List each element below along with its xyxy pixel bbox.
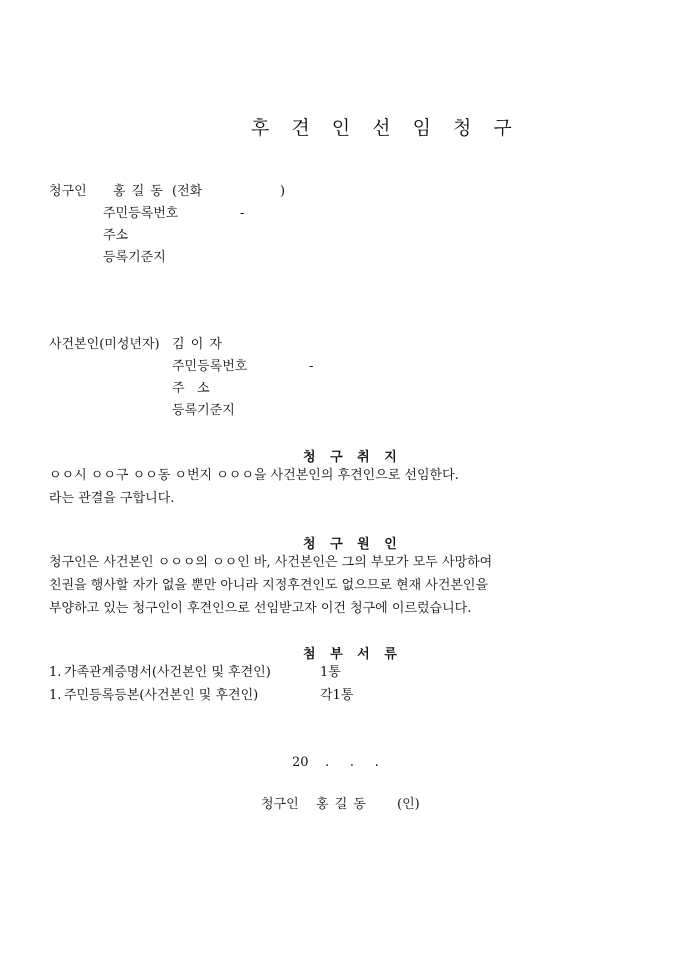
page-title: 후 견 인 선 임 청 구 bbox=[251, 117, 520, 139]
petitioner-reg-no-dash: - bbox=[240, 206, 245, 221]
date: 20 . . . bbox=[292, 755, 379, 770]
principal-reg-no-dash: - bbox=[309, 359, 314, 374]
petitioner-phone-close: ) bbox=[280, 184, 286, 199]
cause-line-3: 부양하고 있는 청구인이 후견인으로 선임받고자 이건 청구에 이르렀습니다. bbox=[49, 601, 472, 616]
cause-line-2: 친권을 행사할 자가 없을 뿐만 아니라 지정후견인도 없으므로 현재 사건본인을 bbox=[49, 578, 489, 593]
attachment-num: 1. bbox=[49, 665, 62, 680]
principal-label: 사건본인(미성년자) bbox=[49, 337, 160, 352]
purpose-line-1: ㅇㅇ시 ㅇㅇ구 ㅇㅇ동 ㅇ번지 ㅇㅇㅇ을 사건본인의 후견인으로 선임한다. bbox=[49, 468, 459, 483]
attachments-heading: 첨 부 서 류 bbox=[303, 647, 402, 662]
attachment-num: 1. bbox=[49, 688, 62, 703]
signature-seal: (인) bbox=[397, 797, 420, 812]
attachment-qty: 각1통 bbox=[320, 688, 354, 703]
petitioner-name: 홍 길 동 bbox=[113, 184, 164, 199]
signature-name: 홍 길 동 bbox=[316, 797, 367, 812]
petitioner-reg-no-label: 주민등록번호 bbox=[103, 206, 179, 221]
attachment-text: 가족관계증명서(사건본인 및 후견인) bbox=[64, 665, 271, 680]
petitioner-domicile-label: 등록기준지 bbox=[103, 250, 166, 265]
cause-line-1: 청구인은 사건본인 ㅇㅇㅇ의 ㅇㅇ인 바, 사건본인은 그의 부모가 모두 사망하여 bbox=[49, 555, 493, 570]
attachment-qty: 1통 bbox=[320, 665, 341, 680]
signature-label: 청구인 bbox=[261, 797, 299, 812]
petitioner-phone: (전화 bbox=[172, 184, 203, 199]
petitioner-label: 청구인 bbox=[49, 184, 87, 199]
attachment-text: 주민등록등본(사건본인 및 후견인) bbox=[64, 688, 259, 703]
cause-heading: 청 구 원 인 bbox=[303, 537, 402, 552]
principal-reg-no-label: 주민등록번호 bbox=[172, 359, 248, 374]
petitioner-address-label: 주소 bbox=[103, 228, 129, 243]
purpose-heading: 청 구 취 지 bbox=[303, 450, 402, 465]
purpose-line-2: 라는 관결을 구합니다. bbox=[49, 491, 175, 506]
principal-domicile-label: 등록기준지 bbox=[172, 403, 235, 418]
principal-name: 김 이 자 bbox=[172, 337, 223, 352]
principal-address-label: 주 소 bbox=[172, 381, 210, 396]
